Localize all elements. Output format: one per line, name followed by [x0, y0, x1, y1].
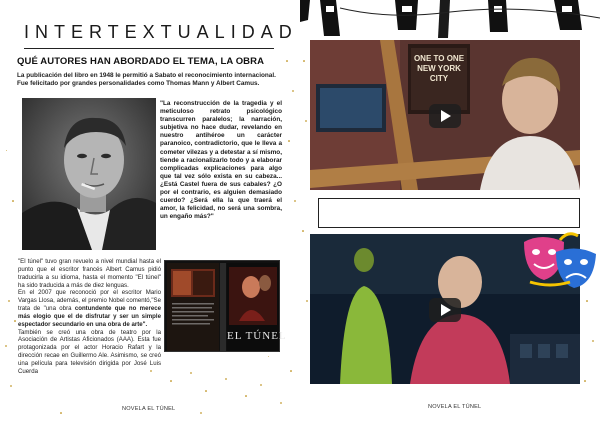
paragraph-vargas-llosa: [18, 289, 161, 328]
paragraph-vargas-llosa-start: En el 2007 que reconoció por el escritor Mario Vargas Llosa, además, el premio Nobel comentó,"Se trata de "una obra: [18, 289, 161, 313]
paragraph-vargas-llosa-bold: contundente que no merece más elogio que el de disfrutar y ser un simple espectador secundario en una obra de arte".: [18, 305, 161, 328]
paragraph-adaptations: También se creó una obra de teatro por la Asociación de Artistas Aficionados (AAA). Esta fue protagonizada por el actor Horacio Rafart y la dirección recae en Guillermo Ale. Asimismo, se creó una película para televisión dirigida por José Luis Cuerda: [18, 328, 161, 375]
page-title: INTERTEXTUALIDAD: [24, 22, 298, 42]
body-text: [18, 258, 161, 376]
footer-label: NOVELA EL TÚNEL: [122, 406, 176, 412]
section-subtitle: QUÉ AUTORES HAN ABORDADO EL TEMA, LA OBRA: [17, 56, 265, 67]
review-quote: "La reconstrucción de la tragedia y el meticuloso retrato psicológico transcurren paralelos; la narración, subjetiva no hace dudar, revelando en nuestro antihéroe un carácter paranoico, contradictorio, que le lleva a cometer vilezas y a detestar a sí mismo, tiende a racionalizarlo todo y a elaborar complicadas explicaciones para algo que tal vez sólo exista en su cabeza... ¿Está Castel fuera de sus cabales? ¿O por el contrario, es alguien demasiado cuerdo? ¿Será ella la que traerá el amor, la felicidad, no será una sombra, un engaño más?": [160, 100, 282, 221]
play-icon-2[interactable]: [429, 298, 461, 322]
theater-masks-icon: [520, 220, 600, 290]
title-divider: [24, 48, 274, 49]
video1-poster-text: ONE TO ONE NEW YORK CITY: [413, 54, 465, 83]
albert-camus-photo: [22, 98, 156, 250]
right-page: [300, 0, 600, 424]
footer-label-right: NOVELA EL TÚNEL: [428, 404, 482, 410]
intro-paragraph: La publicación del libro en 1948 le permitió a Sabato el reconocimiento internacional. Fue felicitado por grandes personalidades como Thomas Mann y Albert Camus.: [17, 72, 276, 87]
paragraph-translations: "El túnel" tuvo gran revuelo a nivel mundial hasta el punto que el escritor francés Albert Camus pidió traducirla a su idioma, hasta el momento "El túnel" ha sido traducida a más de diez lenguas.: [18, 258, 161, 289]
film-strip-icon: [300, 0, 600, 40]
video-player-1[interactable]: [310, 40, 580, 190]
dvd-title-text: EL TÚNEL: [227, 330, 287, 342]
play-icon[interactable]: [429, 104, 461, 128]
